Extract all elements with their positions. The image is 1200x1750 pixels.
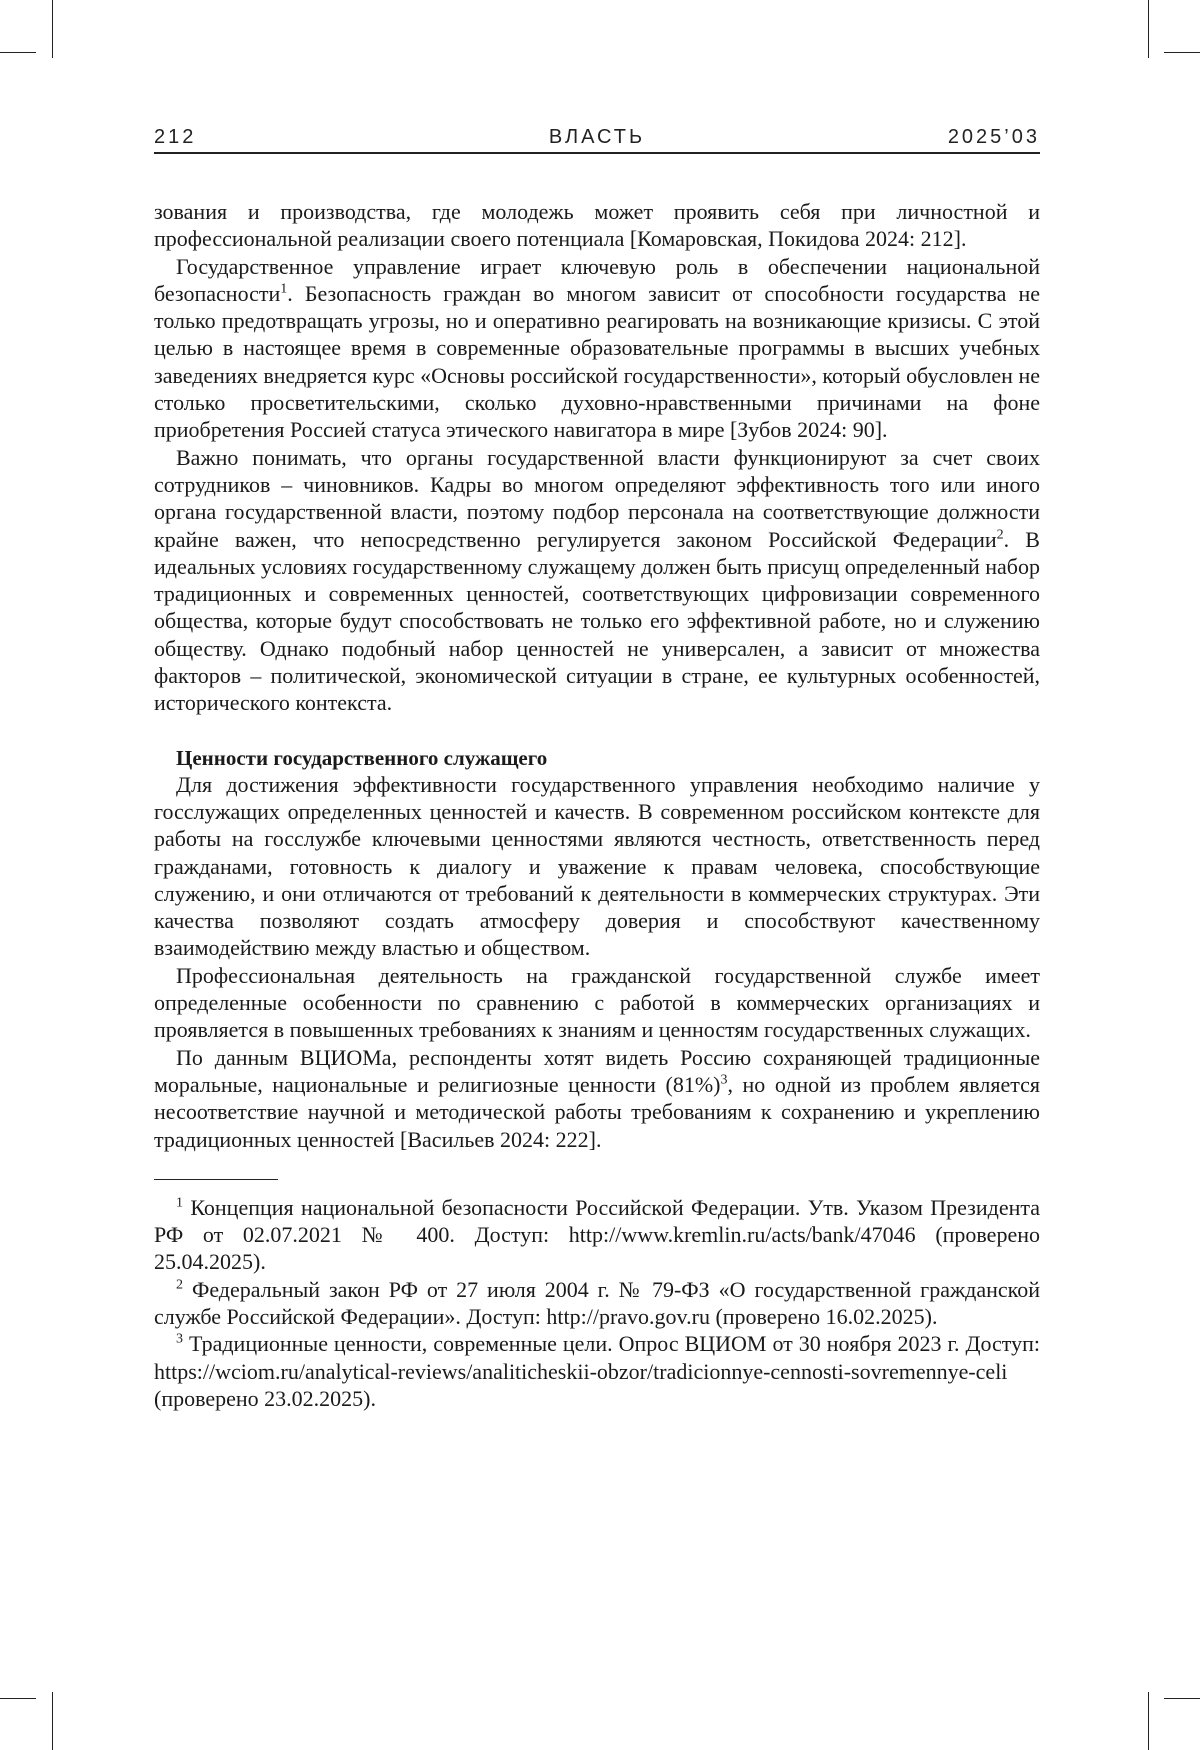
article-body [154,198,1040,1412]
running-header [154,124,1040,154]
footnote-2-number: 2 [176,1277,183,1292]
paragraph-3 [154,444,1040,717]
crop-mark-bottom-right-h [1164,1698,1200,1699]
paragraph-4: Для достижения эффективности государственного управления необходимо наличие у госслужащих определенных ценностей и качеств. В современном российском контексте для работы на госслужбе ключевыми ценностями являются честность, ответственность перед гражданами, готовность к диалогу и уважение к правам человека, способствующие служению, и они отличаются от требований к деятельности в коммерческих структурах. Эти качества позволяют создать атмосферу доверия и способствуют качественному взаимодействию между властью и обществом. [154,771,1040,962]
crop-mark-bottom-left-h [0,1698,36,1699]
footnote-divider [154,1179,278,1180]
footnote-3 [154,1330,1040,1412]
crop-mark-top-right-h [1164,52,1200,53]
footnote-3-number: 3 [176,1332,183,1347]
crop-mark-top-left-h [0,52,36,53]
footnote-3-tail: (проверено 23.02.2025). [154,1386,376,1411]
page-number: 212 [154,126,196,149]
crop-mark-top-left-v [52,0,53,58]
section-heading: Ценности государственного служащего [154,745,1040,771]
paragraph-6 [154,1044,1040,1153]
paragraph-2 [154,253,1040,444]
footnote-1 [154,1194,1040,1276]
footnote-ref-3[interactable]: 3 [720,1073,727,1088]
footnote-3-link[interactable]: https://wciom.ru/analytical-reviews/analiticheskii-obzor/tradicionnye-cennosti-sovremennye-celi [154,1359,1007,1384]
footnote-1-link[interactable]: http://www.kremlin.ru/acts/bank/47046 [569,1222,916,1247]
footnote-1-number: 1 [176,1195,183,1210]
paragraph-2-text-b: . Безопасность граждан во многом зависит от способности государства не только предотвращать угрозы, но и оперативно реагировать на возникающие кризисы. С этой целью в настоящее время в современные образовательные программы в высших учебных заведениях внедряется курс «Основы российской государственности», который обусловлен не столько просветительскими, сколько духовно-нравственными причинами на фоне приобретения Россией статуса этического навигатора в мире [Зубов 2024: 90]. [154,281,1040,442]
footnote-2-tail: (проверено 16.02.2025). [710,1304,938,1329]
footnote-1-tail: (проверено 25.04.2025). [154,1222,1040,1274]
paragraph-3-text-b: . В идеальных условиях государственному служащему должен быть присущ определенный набор традиционных и современных ценностей, соответствующих цифровизации современного общества, которые будут способствовать не только его эффективной работе, но и служению обществу. Однако подобный набор ценностей не универсален, а зависит от множества факторов – политической, экономической ситуации в стране, ее культурных особенностей, исторического контекста. [154,527,1040,716]
paragraph-5: Профессиональная деятельность на гражданской государственной службе имеет определенные особенности по сравнению с работой в коммерческих организациях и проявляется в повышенных требованиях к знаниям и ценностям государственных служащих. [154,962,1040,1044]
footnote-2 [154,1276,1040,1331]
paragraph-6-text-b: , но одной из проблем является несоответствие научной и методической работы требованиям к сохранению и укреплению традиционных ценностей [Васильев 2024: 222]. [154,1072,1040,1152]
paragraph-6-text-a: По данным ВЦИОМа, респонденты хотят видеть Россию сохраняющей традиционные моральные, национальные и религиозные ценности (81%) [154,1045,1040,1097]
footnote-2-text: Федеральный закон РФ от 27 июля 2004 г. № 79-ФЗ «О государственной гражданской службе Российской Федерации». Доступ: [154,1277,1040,1329]
paragraph-3-text-a: Важно понимать, что органы государственной власти функционируют за счет своих сотрудников – чиновников. Кадры во многом определяют эффективность того или иного органа государственной власти, поэтому подбор персонала на соответствующие должности крайне важен, что непосредственно регулируется законом Российской Федерации [154,445,1040,552]
journal-title: ВЛАСТЬ [154,126,1040,149]
footnote-2-link[interactable]: http://pravo.gov.ru [546,1304,710,1329]
footnote-3-text: Традиционные ценности, современные цели. Опрос ВЦИОМ от 30 ноября 2023 г. Доступ: [189,1331,1040,1356]
footnote-ref-1[interactable]: 1 [280,282,287,297]
crop-mark-bottom-right-v [1148,1692,1149,1750]
footnote-ref-2[interactable]: 2 [997,527,1004,542]
issue-number: 2025’03 [948,126,1040,149]
crop-mark-bottom-left-v [52,1692,53,1750]
crop-mark-top-right-v [1148,0,1149,58]
paragraph-1: зования и производства, где молодежь может проявить себя при личностной и профессиональной реализации своего потенциала [Комаровская, Покидова 2024: 212]. [154,198,1040,253]
footnote-1-text: Концепция национальной безопасности Российской Федерации. Утв. Указом Президента РФ от 02.07.2021 № 400. Доступ: [154,1195,1040,1247]
paragraph-2-text-a: Государственное управление играет ключевую роль в обеспечении национальной безопасности [154,254,1040,306]
